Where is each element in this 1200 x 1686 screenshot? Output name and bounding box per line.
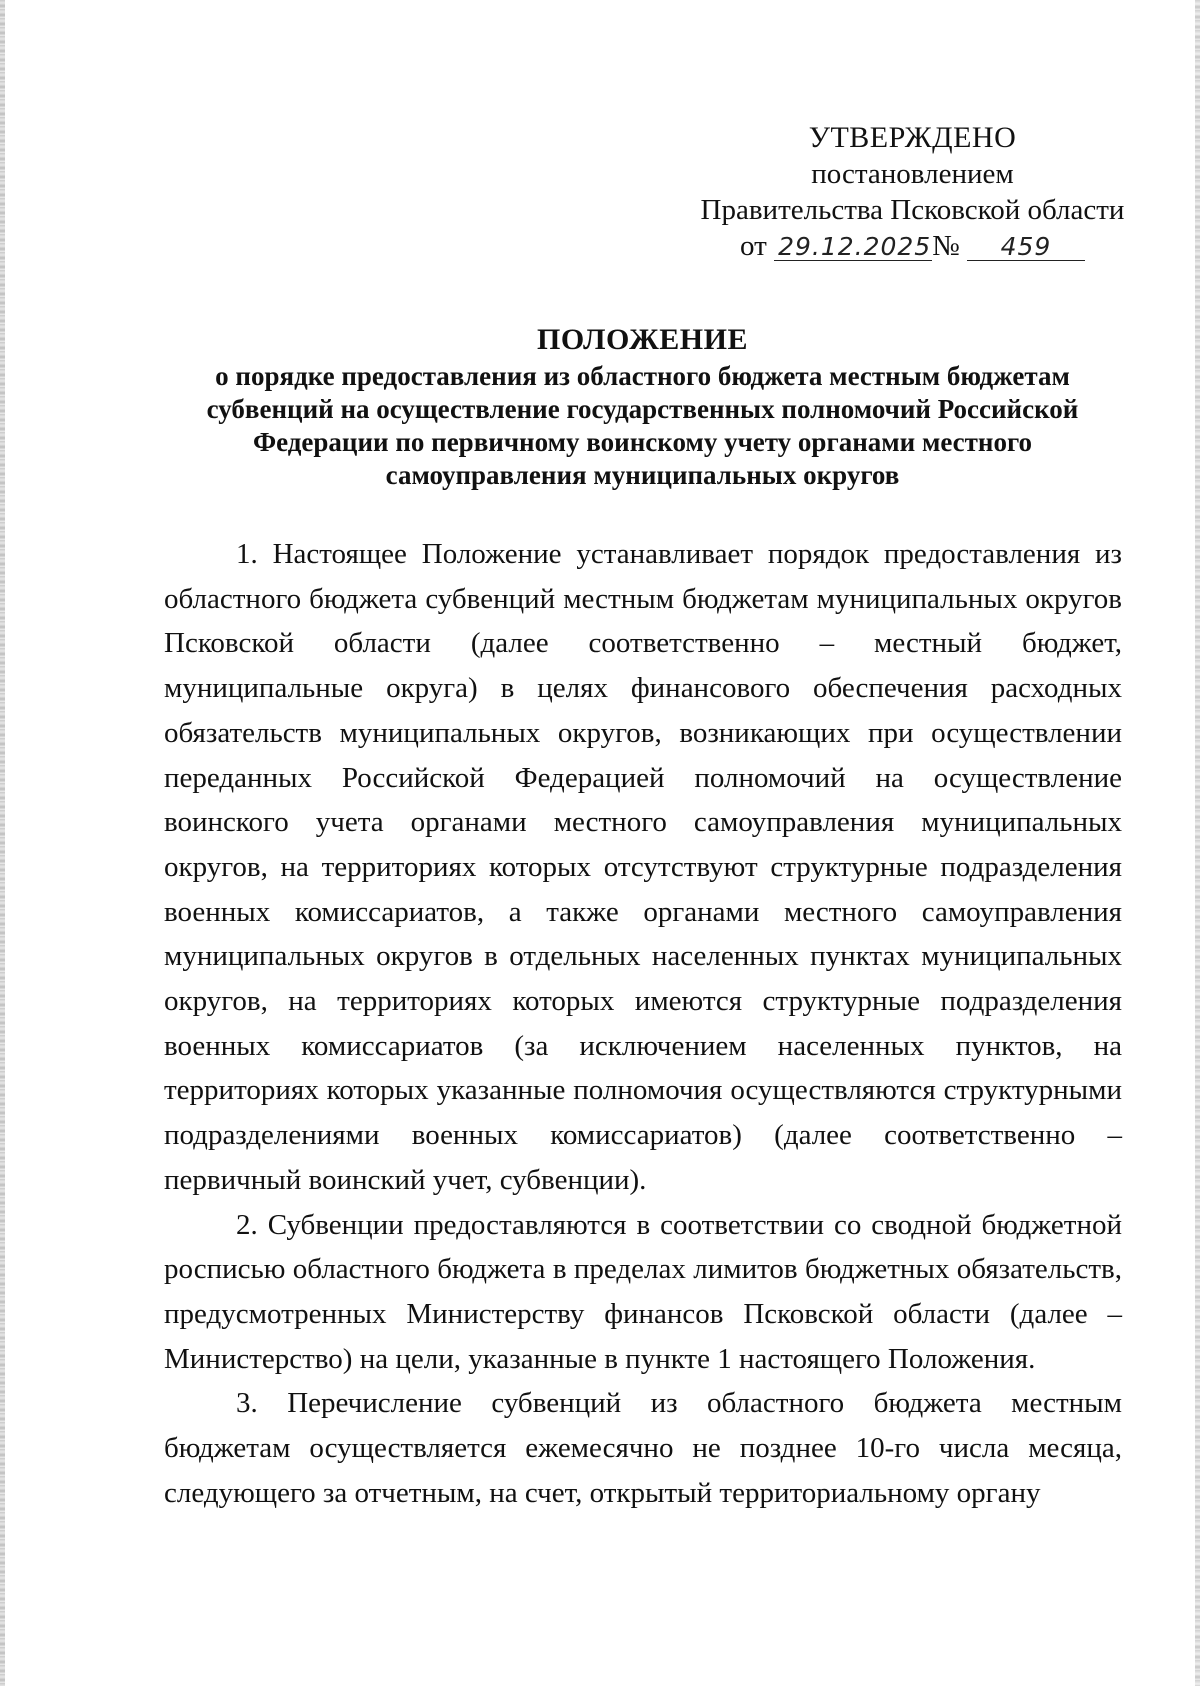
document-header <box>150 320 1135 492</box>
approved-heading: УТВЕРЖДЕНО <box>808 121 1017 154</box>
scan-edge-right <box>1195 0 1200 1686</box>
paragraph-3: 3. Перечисление субвенций из областного бюджета местным бюджетам осуществляется ежемесячно не позднее 10-го числа месяца, следующего за отчетным, на счет, открытый территориальному органу <box>164 1387 1122 1509</box>
paragraph-1: 1. Настоящее Положение устанавливает порядок предоставления из областного бюджета субвенций местным бюджетам муниципальных округов Псковской области (далее соответственно – местный бюджет, муниципальные округа) в целях финансового обеспечения расходных обязательств муниципальных округов, возникающих при осуществлении переданных Российской Федерацией полномочий на осуществление воинского учета органами местного самоуправления муниципальных округов, на территориях которых отсутствуют структурные подразделения военных комиссариатов, а также органами местного самоуправления муниципальных округов в отдельных населенных пунктах муниципальных округов, на территориях которых имеются структурные подразделения военных комиссариатов (за исключением населенных пунктов, на территориях которых указанные полномочия осуществляются структурными подразделениями военных комиссариатов) (далее соответственно – первичный воинский учет, субвенции). <box>164 538 1122 1196</box>
handwritten-date: 29.12.2025 <box>774 234 932 261</box>
number-sign: № <box>932 230 960 262</box>
date-prefix: от <box>740 230 767 262</box>
handwritten-number: 459 <box>967 234 1085 261</box>
scan-edge-left <box>0 0 5 1686</box>
document-title: ПОЛОЖЕНИЕ <box>537 323 748 356</box>
approval-stamp-block <box>700 120 1125 264</box>
document-body <box>164 532 1122 1515</box>
government-line: Правительства Псковской области <box>700 194 1125 226</box>
date-number-line <box>700 228 1125 264</box>
document-subtitle: о порядке предоставления из областного бюджета местным бюджетам субвенций на осуществление государственных полномочий Российской Федерации по первичному воинскому учету органами местного самоуправления муниципальных округов <box>206 361 1079 490</box>
by-resolution-line: постановлением <box>811 158 1014 190</box>
paragraph-2: 2. Субвенции предоставляются в соответствии со сводной бюджетной росписью областного бюджета в пределах лимитов бюджетных обязательств, предусмотренных Министерству финансов Псковской области (далее – Министерство) на цели, указанные в пункте 1 настоящего Положения. <box>164 1208 1122 1375</box>
